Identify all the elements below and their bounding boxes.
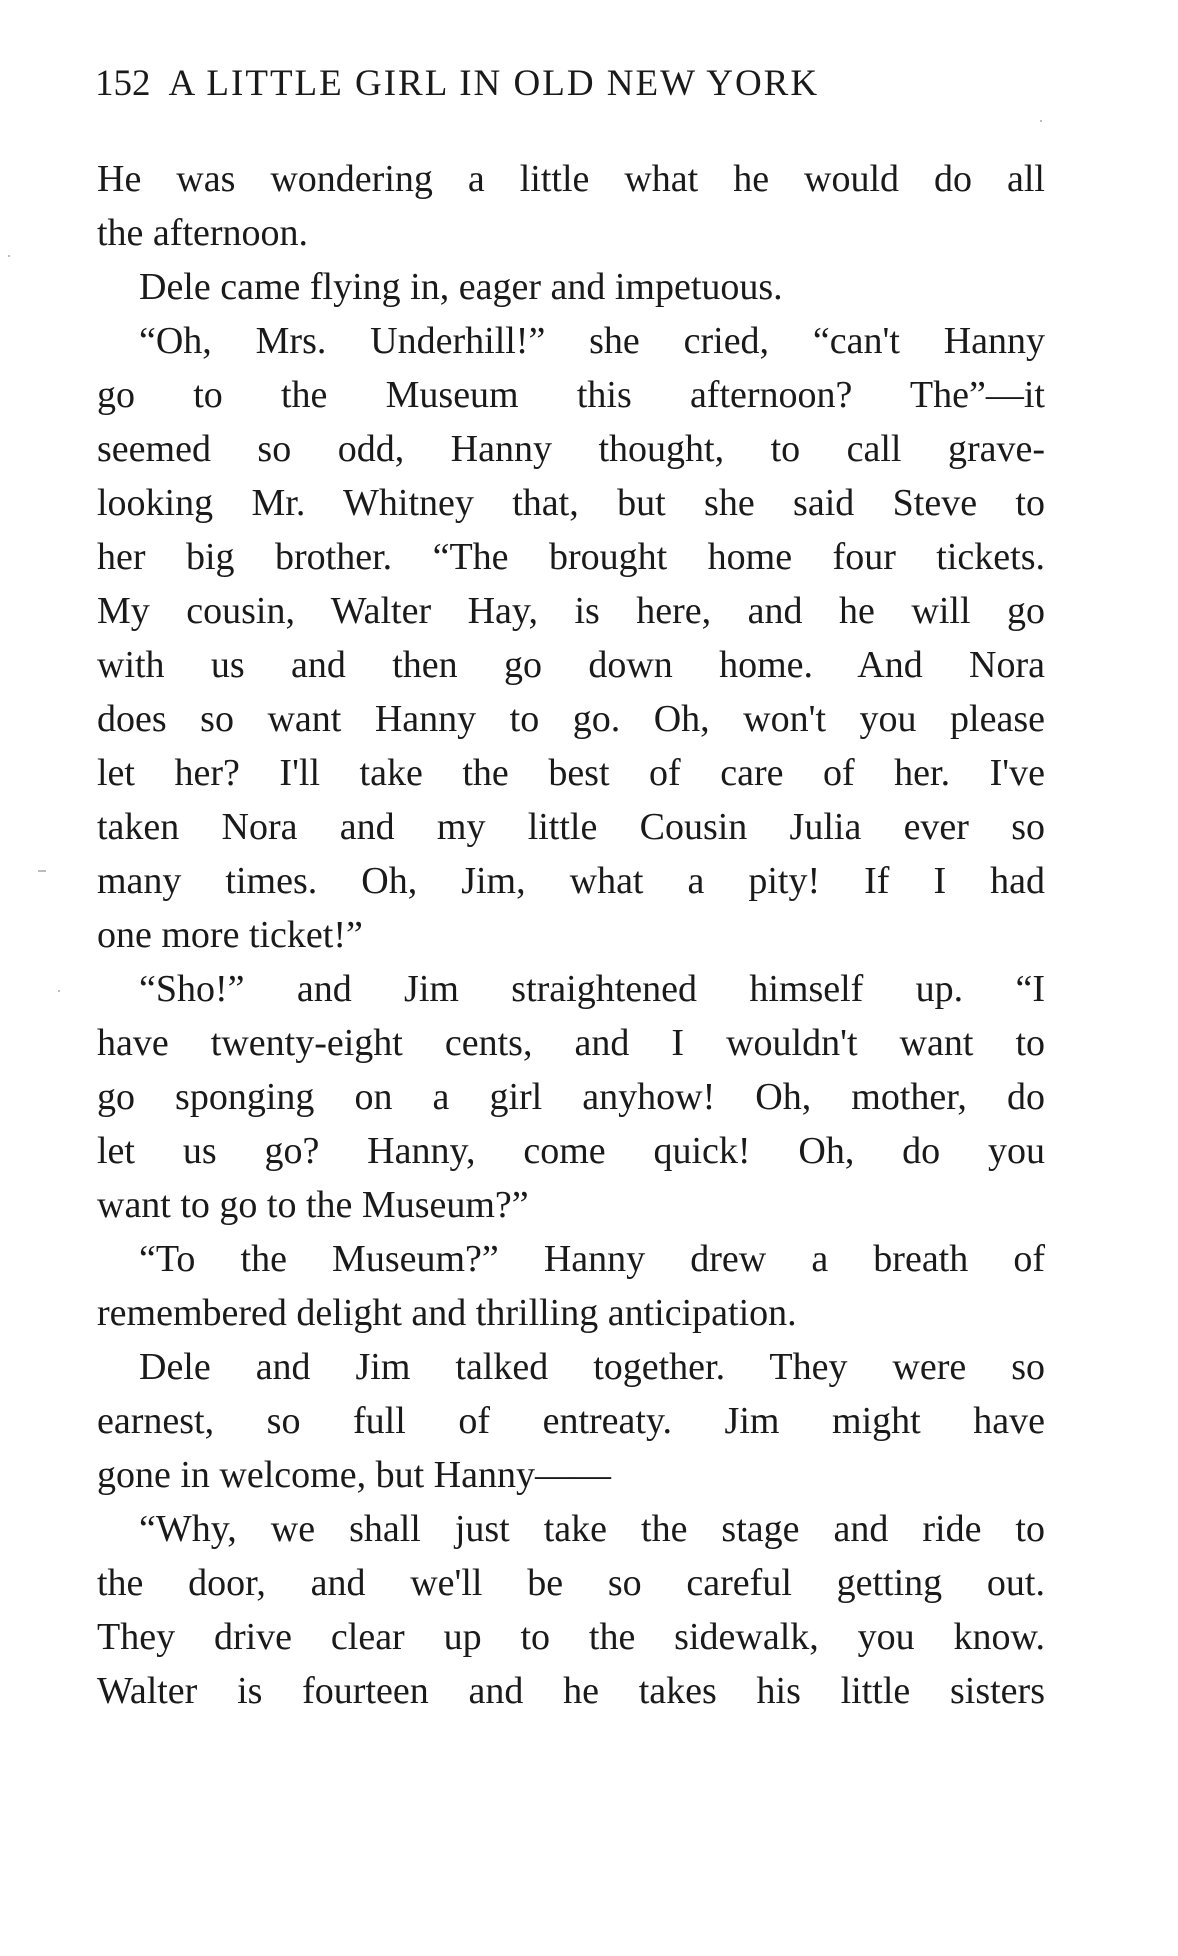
margin-speck <box>1040 120 1042 122</box>
text-line: gone in welcome, but Hanny—— <box>97 1454 611 1496</box>
text-line: with us and then go down home. And Nora <box>97 644 1045 686</box>
text-line: let us go? Hanny, come quick! Oh, do you <box>97 1130 1045 1172</box>
text-line: My cousin, Walter Hay, is here, and he will go <box>97 590 1045 632</box>
text-line: seemed so odd, Hanny thought, to call grave- <box>97 428 1045 470</box>
text-line: He was wondering a little what he would do all <box>97 158 1045 200</box>
paragraph-start-line: “Why, we shall just take the stage and ride to <box>139 1508 1045 1550</box>
text-line: many times. Oh, Jim, what a pity! If I had <box>97 860 1045 902</box>
paragraph-start-line: Dele and Jim talked together. They were so <box>139 1346 1045 1388</box>
text-line: go sponging on a girl anyhow! Oh, mother, do <box>97 1076 1045 1118</box>
text-line: remembered delight and thrilling anticipation. <box>97 1292 797 1334</box>
margin-speck <box>58 990 60 992</box>
text-line: Walter is fourteen and he takes his little sisters <box>97 1670 1045 1712</box>
running-title: A LITTLE GIRL IN OLD NEW YORK <box>168 63 820 104</box>
paragraph-start-line: “Oh, Mrs. Underhill!” she cried, “can't Hanny <box>139 320 1045 362</box>
text-line: the door, and we'll be so careful getting out. <box>97 1562 1045 1604</box>
paragraph-start-line: “Sho!” and Jim straightened himself up. “I <box>139 968 1045 1010</box>
text-line: want to go to the Museum?” <box>97 1184 529 1226</box>
text-line: looking Mr. Whitney that, but she said Steve to <box>97 482 1045 524</box>
paragraph-start-line: “To the Museum?” Hanny drew a breath of <box>139 1238 1045 1280</box>
text-line: have twenty-eight cents, and I wouldn't want to <box>97 1022 1045 1064</box>
text-line: does so want Hanny to go. Oh, won't you please <box>97 698 1045 740</box>
page-number: 152 <box>95 63 151 104</box>
paragraph-start-line: Dele came flying in, eager and impetuous. <box>139 266 783 308</box>
text-line: go to the Museum this afternoon? The”—it <box>97 374 1045 416</box>
body-text <box>97 152 1045 1718</box>
text-line: one more ticket!” <box>97 914 363 956</box>
text-line: her big brother. “The brought home four tickets. <box>97 536 1045 578</box>
margin-speck <box>38 870 46 872</box>
text-line: taken Nora and my little Cousin Julia ever so <box>97 806 1045 848</box>
text-line: They drive clear up to the sidewalk, you know. <box>97 1616 1045 1658</box>
margin-speck <box>8 255 10 257</box>
text-line: earnest, so full of entreaty. Jim might have <box>97 1400 1045 1442</box>
running-header <box>95 62 1055 105</box>
text-line: let her? I'll take the best of care of her. I've <box>97 752 1045 794</box>
text-line: the afternoon. <box>97 212 309 254</box>
